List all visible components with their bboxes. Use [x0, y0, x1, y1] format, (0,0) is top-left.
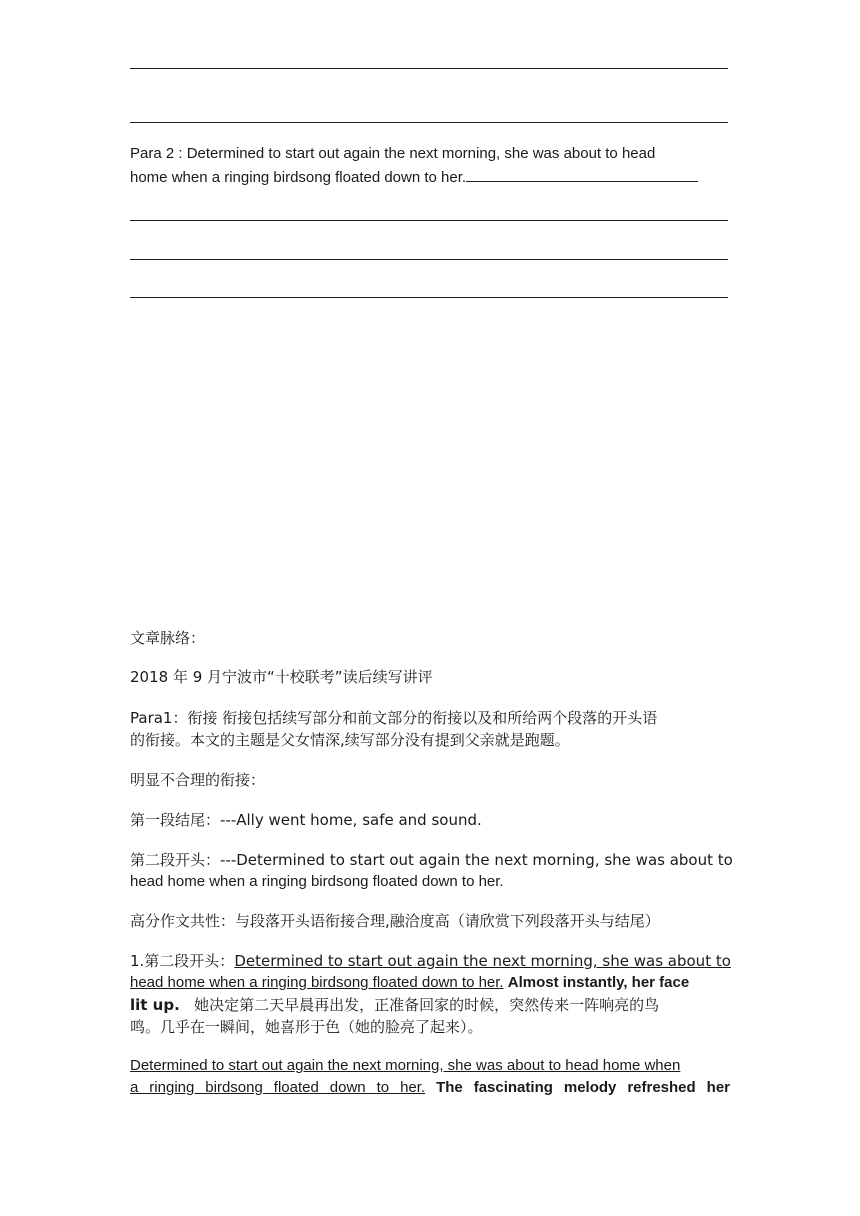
- section-heading: 文章脉络：: [130, 629, 206, 647]
- example1-underlined-b: head home when a ringing birdsong floated down to her.: [130, 974, 504, 991]
- unreasonable-heading: 明显不合理的衔接：: [130, 771, 266, 789]
- example2-line2: [130, 1077, 730, 1099]
- example1-bold-b: lit up.: [130, 996, 180, 1014]
- example1-prefix: 1.第二段开头：: [130, 952, 235, 970]
- para2-prompt-line2: [130, 165, 730, 189]
- example1-line1: [130, 950, 730, 972]
- writing-line: [130, 259, 728, 260]
- answer-blank: [466, 165, 698, 182]
- para1-note-line2: 的衔接。本文的主题是父女情深,续写部分没有提到父亲就是跑题。: [130, 731, 570, 749]
- para2-prompt-text: home when a ringing birdsong floated down to her.: [130, 169, 467, 186]
- section-title: 2018 年 9 月宁波市“十校联考”读后续写讲评: [130, 668, 433, 686]
- example1-underlined-a: Determined to start out again the next morning, she was about to: [234, 952, 731, 970]
- writing-line: [130, 122, 728, 123]
- example1-line3: [130, 994, 730, 1016]
- para2-prompt-line1: Para 2 : Determined to start out again the next morning, she was about to head: [130, 145, 656, 162]
- para1-ending: 第一段结尾：---Ally went home, safe and sound.: [130, 811, 482, 829]
- example1-cn-a: 她决定第二天早晨再出发，正准备回家的时候，突然传来一阵响亮的鸟: [194, 996, 660, 1014]
- example1-line4: 鸣。几乎在一瞬间，她喜形于色（她的脸亮了起来）。: [130, 1018, 483, 1036]
- example2-underlined-a: Determined to start out again the next morning, she was about to head home when: [130, 1057, 681, 1074]
- example2-underlined-b: a ringing birdsong floated down to her.: [130, 1079, 426, 1096]
- para1-note-line1: Para1：衔接 衔接包括续写部分和前文部分的衔接以及和所给两个段落的开头语: [130, 709, 658, 727]
- example2-bold-b: The fascinating melody refreshed her: [436, 1079, 730, 1096]
- para2-opening-line2: head home when a ringing birdsong floated down to her.: [130, 873, 504, 890]
- para2-opening-line1: 第二段开头：---Determined to start out again the next morning, she was about to: [130, 851, 733, 869]
- writing-line: [130, 297, 728, 298]
- example1-bold-a: Almost instantly, her face: [507, 974, 690, 991]
- writing-line: [130, 220, 728, 221]
- example1-line2: [130, 972, 730, 994]
- writing-line: [130, 68, 728, 69]
- common-traits: 高分作文共性：与段落开头语衔接合理,融洽度高（请欣赏下列段落开头与结尾）: [130, 912, 660, 930]
